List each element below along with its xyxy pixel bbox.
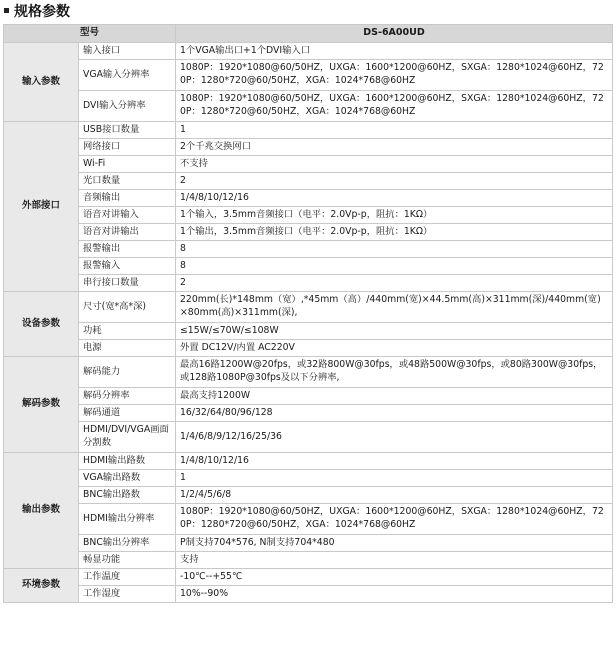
- spec-value: 2个千兆交换网口: [176, 139, 613, 156]
- spec-value: 10%--90%: [176, 586, 613, 603]
- spec-value: 1080P：1920*1080@60/50HZ，UXGA：1600*1200@60HZ，SXGA：1280*1024@60HZ，720P：1280*720@60/50HZ，XGA：1024*768@60HZ: [176, 504, 613, 535]
- spec-value: 2: [176, 173, 613, 190]
- spec-key: Wi-Fi: [79, 156, 176, 173]
- spec-value: 8: [176, 258, 613, 275]
- spec-value: 1: [176, 122, 613, 139]
- spec-key: 功耗: [79, 323, 176, 340]
- spec-value: ≤15W/≤70W/≤108W: [176, 323, 613, 340]
- spec-key: HDMI输出分辨率: [79, 504, 176, 535]
- spec-value: 1080P：1920*1080@60/50HZ，UXGA：1600*1200@60HZ，SXGA：1280*1024@60HZ，720P：1280*720@60/50HZ，XGA：1024*768@60HZ: [176, 60, 613, 91]
- spec-value: 最高支持1200W: [176, 388, 613, 405]
- spec-key: 串行接口数量: [79, 275, 176, 292]
- spec-key: 报警输出: [79, 241, 176, 258]
- spec-key: 工作温度: [79, 569, 176, 586]
- section-title: 规格参数: [14, 4, 70, 20]
- spec-value: 最高16路1200W@20fps，或32路800W@30fps，或48路500W@30fps，或80路300W@30fps，或128路1080P@30fps及以下分辨率,: [176, 357, 613, 388]
- spec-value: 1个输入，3.5mm音频接口（电平：2.0Vp-p，阻抗：1KΩ）: [176, 207, 613, 224]
- spec-key: BNC输出路数: [79, 487, 176, 504]
- spec-row: [4, 323, 613, 340]
- spec-row: [4, 487, 613, 504]
- spec-row: [4, 156, 613, 173]
- spec-row: [4, 453, 613, 470]
- spec-row: [4, 357, 613, 388]
- spec-key: 报警输入: [79, 258, 176, 275]
- spec-row: [4, 340, 613, 357]
- spec-row: [4, 190, 613, 207]
- spec-value: 1个VGA输出口+1个DVI输入口: [176, 43, 613, 60]
- spec-key: 尺寸(宽*高*深): [79, 292, 176, 323]
- spec-key: HDMI/DVI/VGA画面分割数: [79, 422, 176, 453]
- spec-value: P制支持704*576, N制支持704*480: [176, 535, 613, 552]
- spec-key: USB接口数量: [79, 122, 176, 139]
- category-label: 输出参数: [4, 453, 79, 569]
- spec-row: [4, 43, 613, 60]
- spec-value: -10℃--+55℃: [176, 569, 613, 586]
- header-model-value: DS-6A00UD: [176, 25, 613, 43]
- spec-value: 1080P：1920*1080@60/50HZ，UXGA：1600*1200@60HZ，SXGA：1280*1024@60HZ，720P：1280*720@60/50HZ，XGA：1024*768@60HZ: [176, 91, 613, 122]
- spec-key: 光口数量: [79, 173, 176, 190]
- spec-row: [4, 173, 613, 190]
- spec-row: [4, 258, 613, 275]
- spec-key: 网络接口: [79, 139, 176, 156]
- category-label: 环境参数: [4, 569, 79, 603]
- spec-key: 音频输出: [79, 190, 176, 207]
- bullet-icon: [4, 8, 9, 13]
- spec-key: BNC输出分辨率: [79, 535, 176, 552]
- spec-value: 1/4/8/10/12/16: [176, 190, 613, 207]
- spec-row: [4, 207, 613, 224]
- category-label: 外部接口: [4, 122, 79, 292]
- spec-value: 外置 DC12V/内置 AC220V: [176, 340, 613, 357]
- spec-value: 2: [176, 275, 613, 292]
- spec-row: [4, 139, 613, 156]
- spec-value: 220mm(长)*148mm（宽）,*45mm（高）/440mm(宽)×44.5mm(高)×311mm(深)/440mm(宽)×80mm(高)×311mm(深),: [176, 292, 613, 323]
- spec-row: [4, 224, 613, 241]
- spec-value: 1/2/4/5/6/8: [176, 487, 613, 504]
- table-header-row: [4, 25, 613, 43]
- spec-key: 电源: [79, 340, 176, 357]
- spec-key: 语音对讲输入: [79, 207, 176, 224]
- spec-value: 1个输出，3.5mm音频接口（电平：2.0Vp-p，阻抗：1KΩ）: [176, 224, 613, 241]
- spec-row: [4, 470, 613, 487]
- spec-row: [4, 241, 613, 258]
- spec-key: 畅显功能: [79, 552, 176, 569]
- spec-key: 工作湿度: [79, 586, 176, 603]
- spec-row: [4, 388, 613, 405]
- category-label: 输入参数: [4, 43, 79, 122]
- spec-row: [4, 586, 613, 603]
- spec-value: 1/4/8/10/12/16: [176, 453, 613, 470]
- spec-row: [4, 504, 613, 535]
- category-label: 设备参数: [4, 292, 79, 357]
- spec-key: DVI输入分辨率: [79, 91, 176, 122]
- spec-row: [4, 569, 613, 586]
- spec-key: 输入接口: [79, 43, 176, 60]
- spec-row: [4, 405, 613, 422]
- spec-key: VGA输入分辨率: [79, 60, 176, 91]
- spec-key: 解码分辨率: [79, 388, 176, 405]
- spec-key: 解码能力: [79, 357, 176, 388]
- spec-row: [4, 275, 613, 292]
- spec-row: [4, 122, 613, 139]
- category-label: 解码参数: [4, 357, 79, 453]
- spec-row: [4, 60, 613, 91]
- spec-value: 1: [176, 470, 613, 487]
- spec-key: HDMI输出路数: [79, 453, 176, 470]
- spec-key: 解码通道: [79, 405, 176, 422]
- spec-value: 16/32/64/80/96/128: [176, 405, 613, 422]
- spec-table: [3, 24, 613, 603]
- spec-key: VGA输出路数: [79, 470, 176, 487]
- spec-value: 支持: [176, 552, 613, 569]
- spec-row: [4, 535, 613, 552]
- spec-key: 语音对讲输出: [79, 224, 176, 241]
- section-header: [0, 0, 616, 24]
- spec-row: [4, 552, 613, 569]
- header-model-label: 型号: [4, 25, 176, 43]
- spec-table-body: [4, 43, 613, 603]
- spec-value: 不支持: [176, 156, 613, 173]
- spec-row: [4, 422, 613, 453]
- spec-value: 1/4/6/8/9/12/16/25/36: [176, 422, 613, 453]
- spec-value: 8: [176, 241, 613, 258]
- spec-row: [4, 292, 613, 323]
- spec-row: [4, 91, 613, 122]
